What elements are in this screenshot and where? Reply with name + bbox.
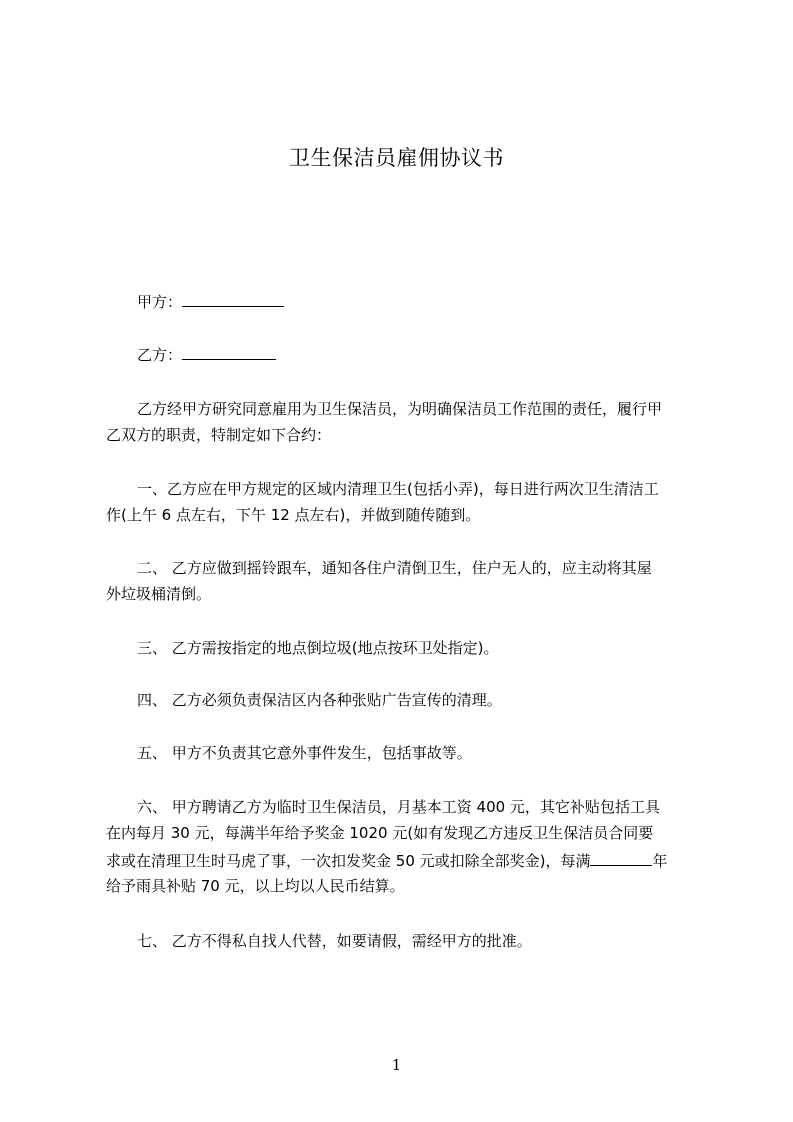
party-a-line (137, 291, 284, 312)
party-b-label: 乙方： (137, 346, 183, 364)
intro-line-1: 乙方经甲方研究同意雇用为卫生保洁员，为明确保洁员工作范围的责任，履行甲 (137, 400, 663, 418)
years-blank[interactable] (590, 850, 652, 866)
clause-7-line-1: 七、 乙方不得私自找人代替，如要请假，需经甲方的批准。 (137, 932, 532, 950)
clause-1-line-2: 作(上午 6 点左右，下午 12 点左右)，并做到随传随到。 (106, 506, 481, 524)
clause-6-line-3-text: 求或在清理卫生时马虎了事，一次扣发奖金 50 元或扣除全部奖金)，每满 (106, 852, 591, 870)
clause-3-line-1: 三、 乙方需按指定的地点倒垃圾(地点按环卫处指定)。 (137, 639, 499, 657)
clause-1-line-1: 一、乙方应在甲方规定的区域内清理卫生(包括小弄)，每日进行两次卫生清洁工 (137, 480, 659, 498)
clause-6-line-4: 给予雨具补贴 70 元，以上均以人民币结算。 (106, 877, 405, 895)
clause-6-line-2: 在内每月 30 元，每满半年给予奖金 1020 元(如有发现乙方违反卫生保洁员合同要 (106, 824, 654, 842)
party-a-label: 甲方： (137, 293, 183, 311)
clause-6-line-1: 六、 甲方聘请乙方为临时卫生保洁员，月基本工资 400 元，其它补贴包括工具 (137, 798, 660, 816)
page-number: 1 (391, 1056, 402, 1074)
document-title: 卫生保洁员雇佣协议书 (289, 146, 504, 170)
intro-line-2: 乙双方的职责，特制定如下合约： (106, 426, 332, 444)
party-a-blank[interactable] (182, 291, 284, 307)
clause-5-line-1: 五、 甲方不负责其它意外事件发生，包括事故等。 (137, 744, 472, 762)
party-b-blank[interactable] (182, 344, 276, 360)
clause-6-line-3 (106, 850, 668, 871)
clause-4-line-1: 四、 乙方必须负责保洁区内各种张贴广告宣传的清理。 (137, 691, 502, 709)
clause-2-line-2: 外垃圾桶清倒。 (106, 585, 212, 603)
clause-2-line-1: 二、 乙方应做到摇铃跟车，通知各住户清倒卫生，住户无人的，应主动将其屋 (137, 559, 652, 577)
clause-6-year-suffix: 年 (652, 852, 668, 870)
party-b-line (137, 344, 276, 365)
